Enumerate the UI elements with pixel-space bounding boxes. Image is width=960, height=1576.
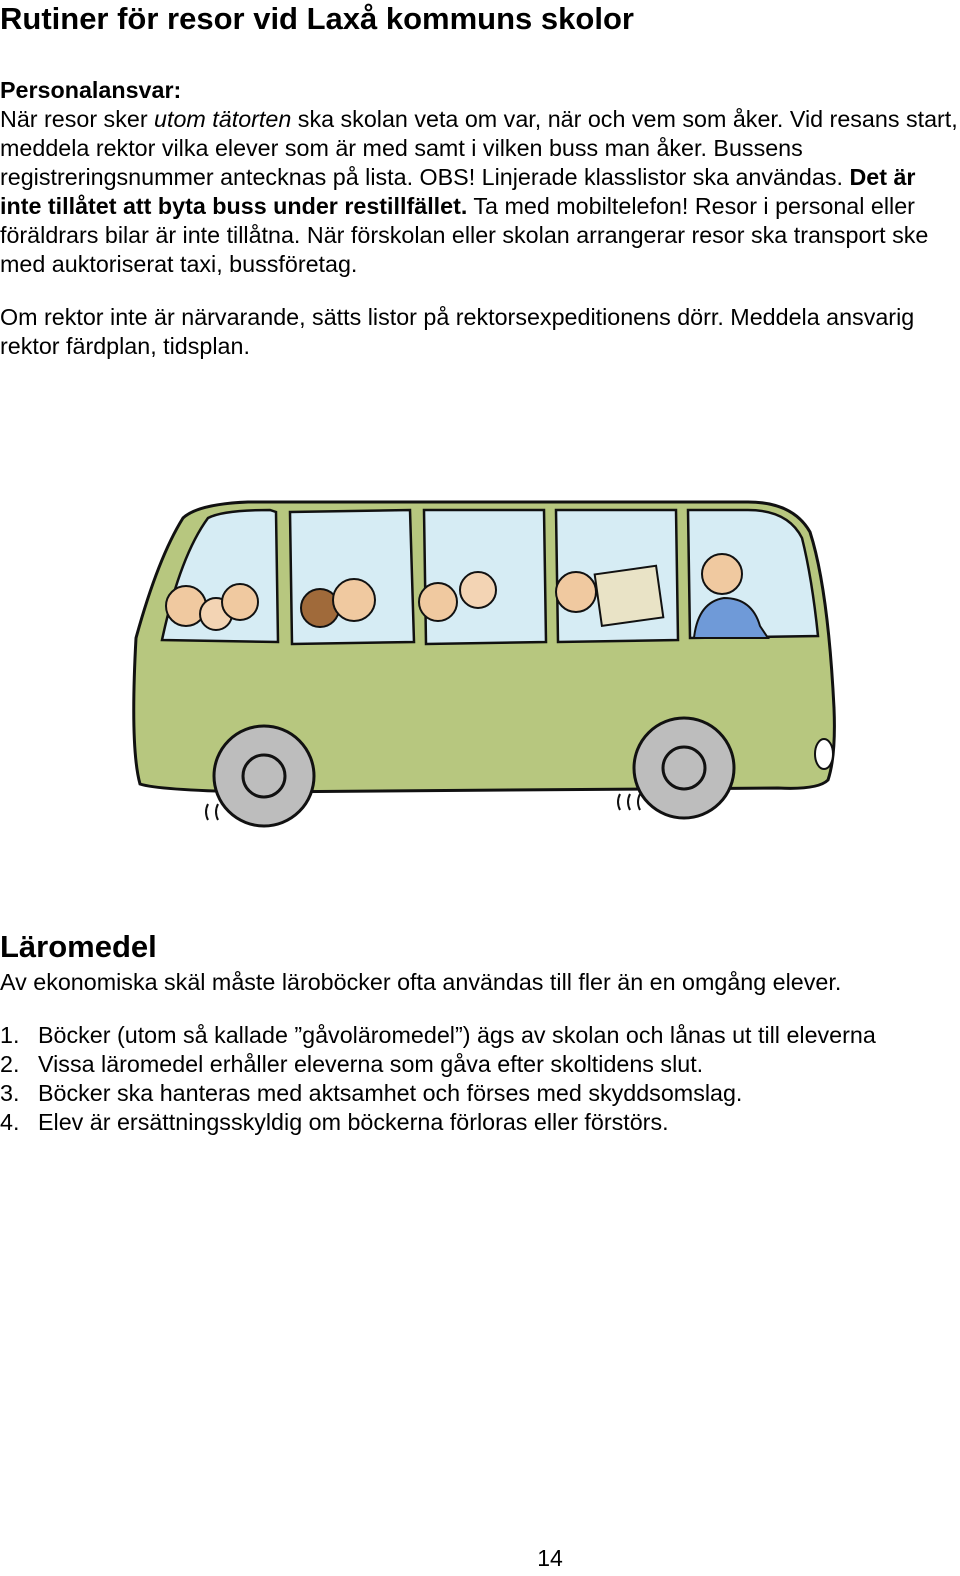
list-item bbox=[0, 1079, 958, 1108]
list-item bbox=[0, 1050, 958, 1079]
list-item bbox=[0, 1021, 958, 1050]
map bbox=[595, 566, 664, 626]
bus-illustration bbox=[128, 498, 848, 830]
personal-text-3: Ta med mobiltelefon! Resor i personal eller föräldrars bilar är inte tillåtna. När förskolan eller skolan arrangerar resor ska transport ske med auktoriserat taxi, bussföretag. bbox=[0, 193, 929, 277]
page-title: Rutiner för resor vid Laxå kommuns skolor bbox=[0, 1, 634, 36]
rules-list bbox=[0, 1021, 958, 1137]
rektor-paragraph: Om rektor inte är närvarande, sätts listor på rektorsexpeditionens dörr. Meddela ansvarig rektor färdplan, tidsplan. bbox=[0, 304, 915, 359]
list-text: Vissa läromedel erhåller eleverna som gåva efter skoltidens slut. bbox=[38, 1051, 704, 1077]
personal-text-1a: När resor sker bbox=[0, 106, 155, 132]
personal-text-1c: ska skolan veta om var, när och vem som åker. Vid resans start, meddela rektor vilka elever som är med samt i vilken buss man åker. Bussens registreringsnummer antecknas på lista. OBS! Linjerade klasslistor ska användas. bbox=[0, 106, 958, 190]
list-number: 4. bbox=[0, 1109, 20, 1135]
personal-label: Personalansvar: bbox=[0, 77, 182, 103]
list-item bbox=[0, 1108, 958, 1137]
list-number: 3. bbox=[0, 1080, 20, 1106]
section-heading: Läromedel bbox=[0, 929, 157, 964]
personal-text-emphasis: utom tätorten bbox=[154, 106, 292, 132]
personal-paragraph bbox=[0, 76, 958, 279]
section-intro: Av ekonomiska skäl måste läroböcker ofta användas till fler än en omgång elever. bbox=[0, 969, 842, 995]
list-text: Böcker ska hanteras med aktsamhet och förses med skyddsomslag. bbox=[38, 1080, 743, 1106]
list-number: 1. bbox=[0, 1022, 20, 1048]
list-text: Elev är ersättningsskyldig om böckerna förloras eller förstörs. bbox=[38, 1109, 669, 1135]
page-number: 14 bbox=[537, 1545, 563, 1571]
list-text: Böcker (utom så kallade ”gåvoläromedel”) ägs av skolan och lånas ut till eleverna bbox=[38, 1022, 876, 1048]
headlight bbox=[815, 739, 833, 769]
list-number: 2. bbox=[0, 1051, 20, 1077]
personal-text-bold: Det är inte tillåtet att byta buss under restillfället. bbox=[0, 164, 916, 219]
